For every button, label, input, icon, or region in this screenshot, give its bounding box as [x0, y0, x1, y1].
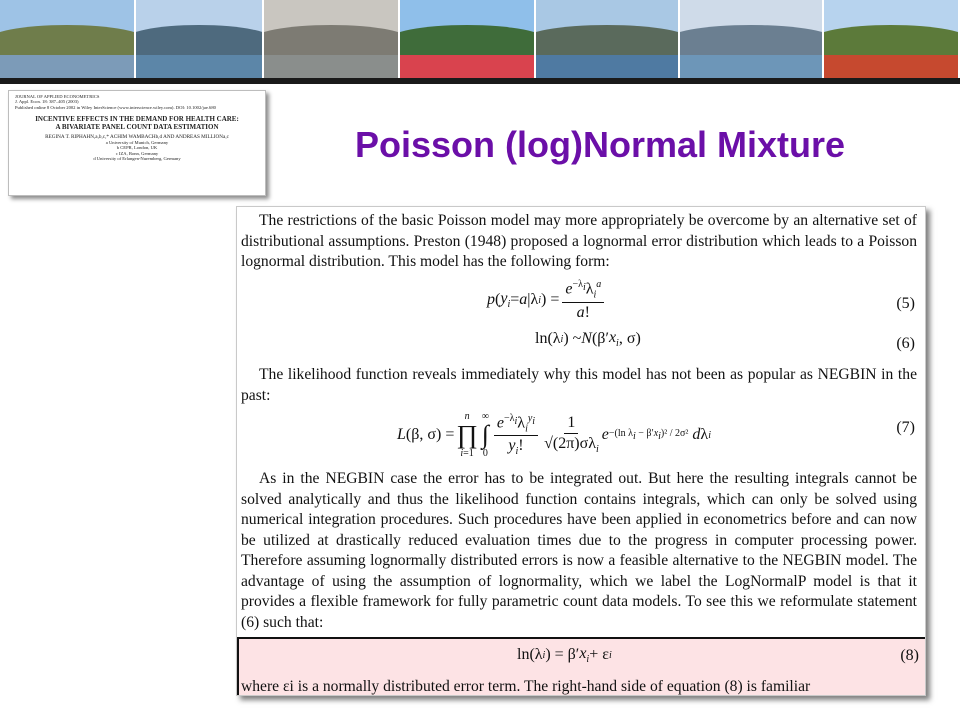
affiliation: a University of Munich, Germany: [105, 140, 169, 146]
affiliation: d University of Erlangen-Nuremberg, Germany: [93, 155, 181, 161]
banner-divider: [0, 78, 960, 84]
journal-name: JOURNAL OF APPLIED ECONOMETRICS: [15, 94, 100, 99]
equation-5-number: (5): [896, 295, 915, 312]
photo-banner: [0, 0, 960, 78]
paper-cover-thumbnail: [8, 90, 266, 196]
equation-7: [237, 407, 926, 457]
equation-7-number: (7): [896, 419, 915, 436]
banner-photo: [536, 0, 680, 78]
banner-photo: [680, 0, 824, 78]
equation-8-number: (8): [900, 647, 919, 664]
equation-5-body: p ( $y_i$ = a |λ i ) = $\frac{e^{-\lambda_i}\lambda_i^a}{a!}$: [487, 279, 607, 322]
journal-citation: J. Appl. Econ. 18: 387–405 (2003): [15, 99, 79, 105]
equation-6-number: (6): [896, 335, 915, 352]
equation-6-body: ln(λ i ) ~ N (β′ $x_i$ , σ): [535, 329, 641, 350]
publication-note: Published online 8 October 2002 in Wiley InterScience (www.interscience.wiley.com). DOI: 10.1002/jae.680: [15, 104, 216, 110]
paragraph-likelihood: The likelihood function reveals immediately why this model has not been as popular as NEGBIN in the past:: [241, 366, 917, 404]
paragraph-integration: As in the NEGBIN case the error has to be integrated out. But here the resulting integrals cannot be solved analytically and thus the likelihood function contains integrals, which can only be solved using numerical integration procedures. Such procedures have been applied in econometrics before and can now be utilized at drastically reduced evaluation times due to the progress in computer processing power. Therefore assuming lognormally distributed errors is now a feasible alternative to the NEGBIN model. The advantage of using the assumption of lognormality, which we label the LogNormalP model is that it provides a flexible framework for fully parametric count data models. To see this we reformulate statement (6) such that:: [241, 470, 917, 631]
banner-photo: [136, 0, 264, 78]
equation-6: [237, 329, 926, 359]
equation-8: [239, 641, 926, 671]
slide-title: Poisson (log)Normal Mixture: [354, 124, 846, 165]
paragraph-intro: The restrictions of the basic Poisson model may more appropriately be overcome by an alternative set of distributional assumptions. Preston (1948) proposed a lognormal error distribution which leads to a Poisson lognormal distribution. This model has the following form:: [241, 212, 917, 270]
article-excerpt: [236, 206, 926, 696]
equation-8-body: ln(λ i ) = β′ $x_i$ + ε i: [517, 645, 612, 666]
highlighted-equation-box: [237, 637, 926, 696]
paragraph-error-term: where εi is a normally distributed error term. The right-hand side of equation (8) is familiar: [241, 678, 811, 695]
paper-title-line-1: INCENTIVE EFFECTS IN THE DEMAND FOR HEALTH CARE:: [35, 115, 239, 124]
paper-authors: REGINA T. RIPHAHN,a,b,c,* ACHIM WAMBACHb,d AND ANDREAS MILLIONa,c: [45, 134, 229, 141]
equation-5: [237, 279, 926, 321]
banner-photo: [824, 0, 960, 78]
affiliation: b CEPR, London, UK: [116, 145, 158, 151]
affiliation: c IZA, Bonn, Germany: [115, 150, 159, 156]
equation-7-body: L (β, σ) = n ∏ i=1 ∞ ∫ 0 $\frac{e^{-\lambda_i}\lambda_i^{y_i}}{y_i!}$ $\frac{1}{√(2\pi)\sigma\lambda_i}$ e −(ln $\lambda_i - \beta'x_i)^2 / 2\sigma^2$ d λ i: [397, 411, 711, 459]
banner-photo: [264, 0, 400, 78]
paper-title-line-2: A BIVARIATE PANEL COUNT DATA ESTIMATION: [55, 123, 219, 132]
banner-photo: [400, 0, 536, 78]
banner-photo: [0, 0, 136, 78]
